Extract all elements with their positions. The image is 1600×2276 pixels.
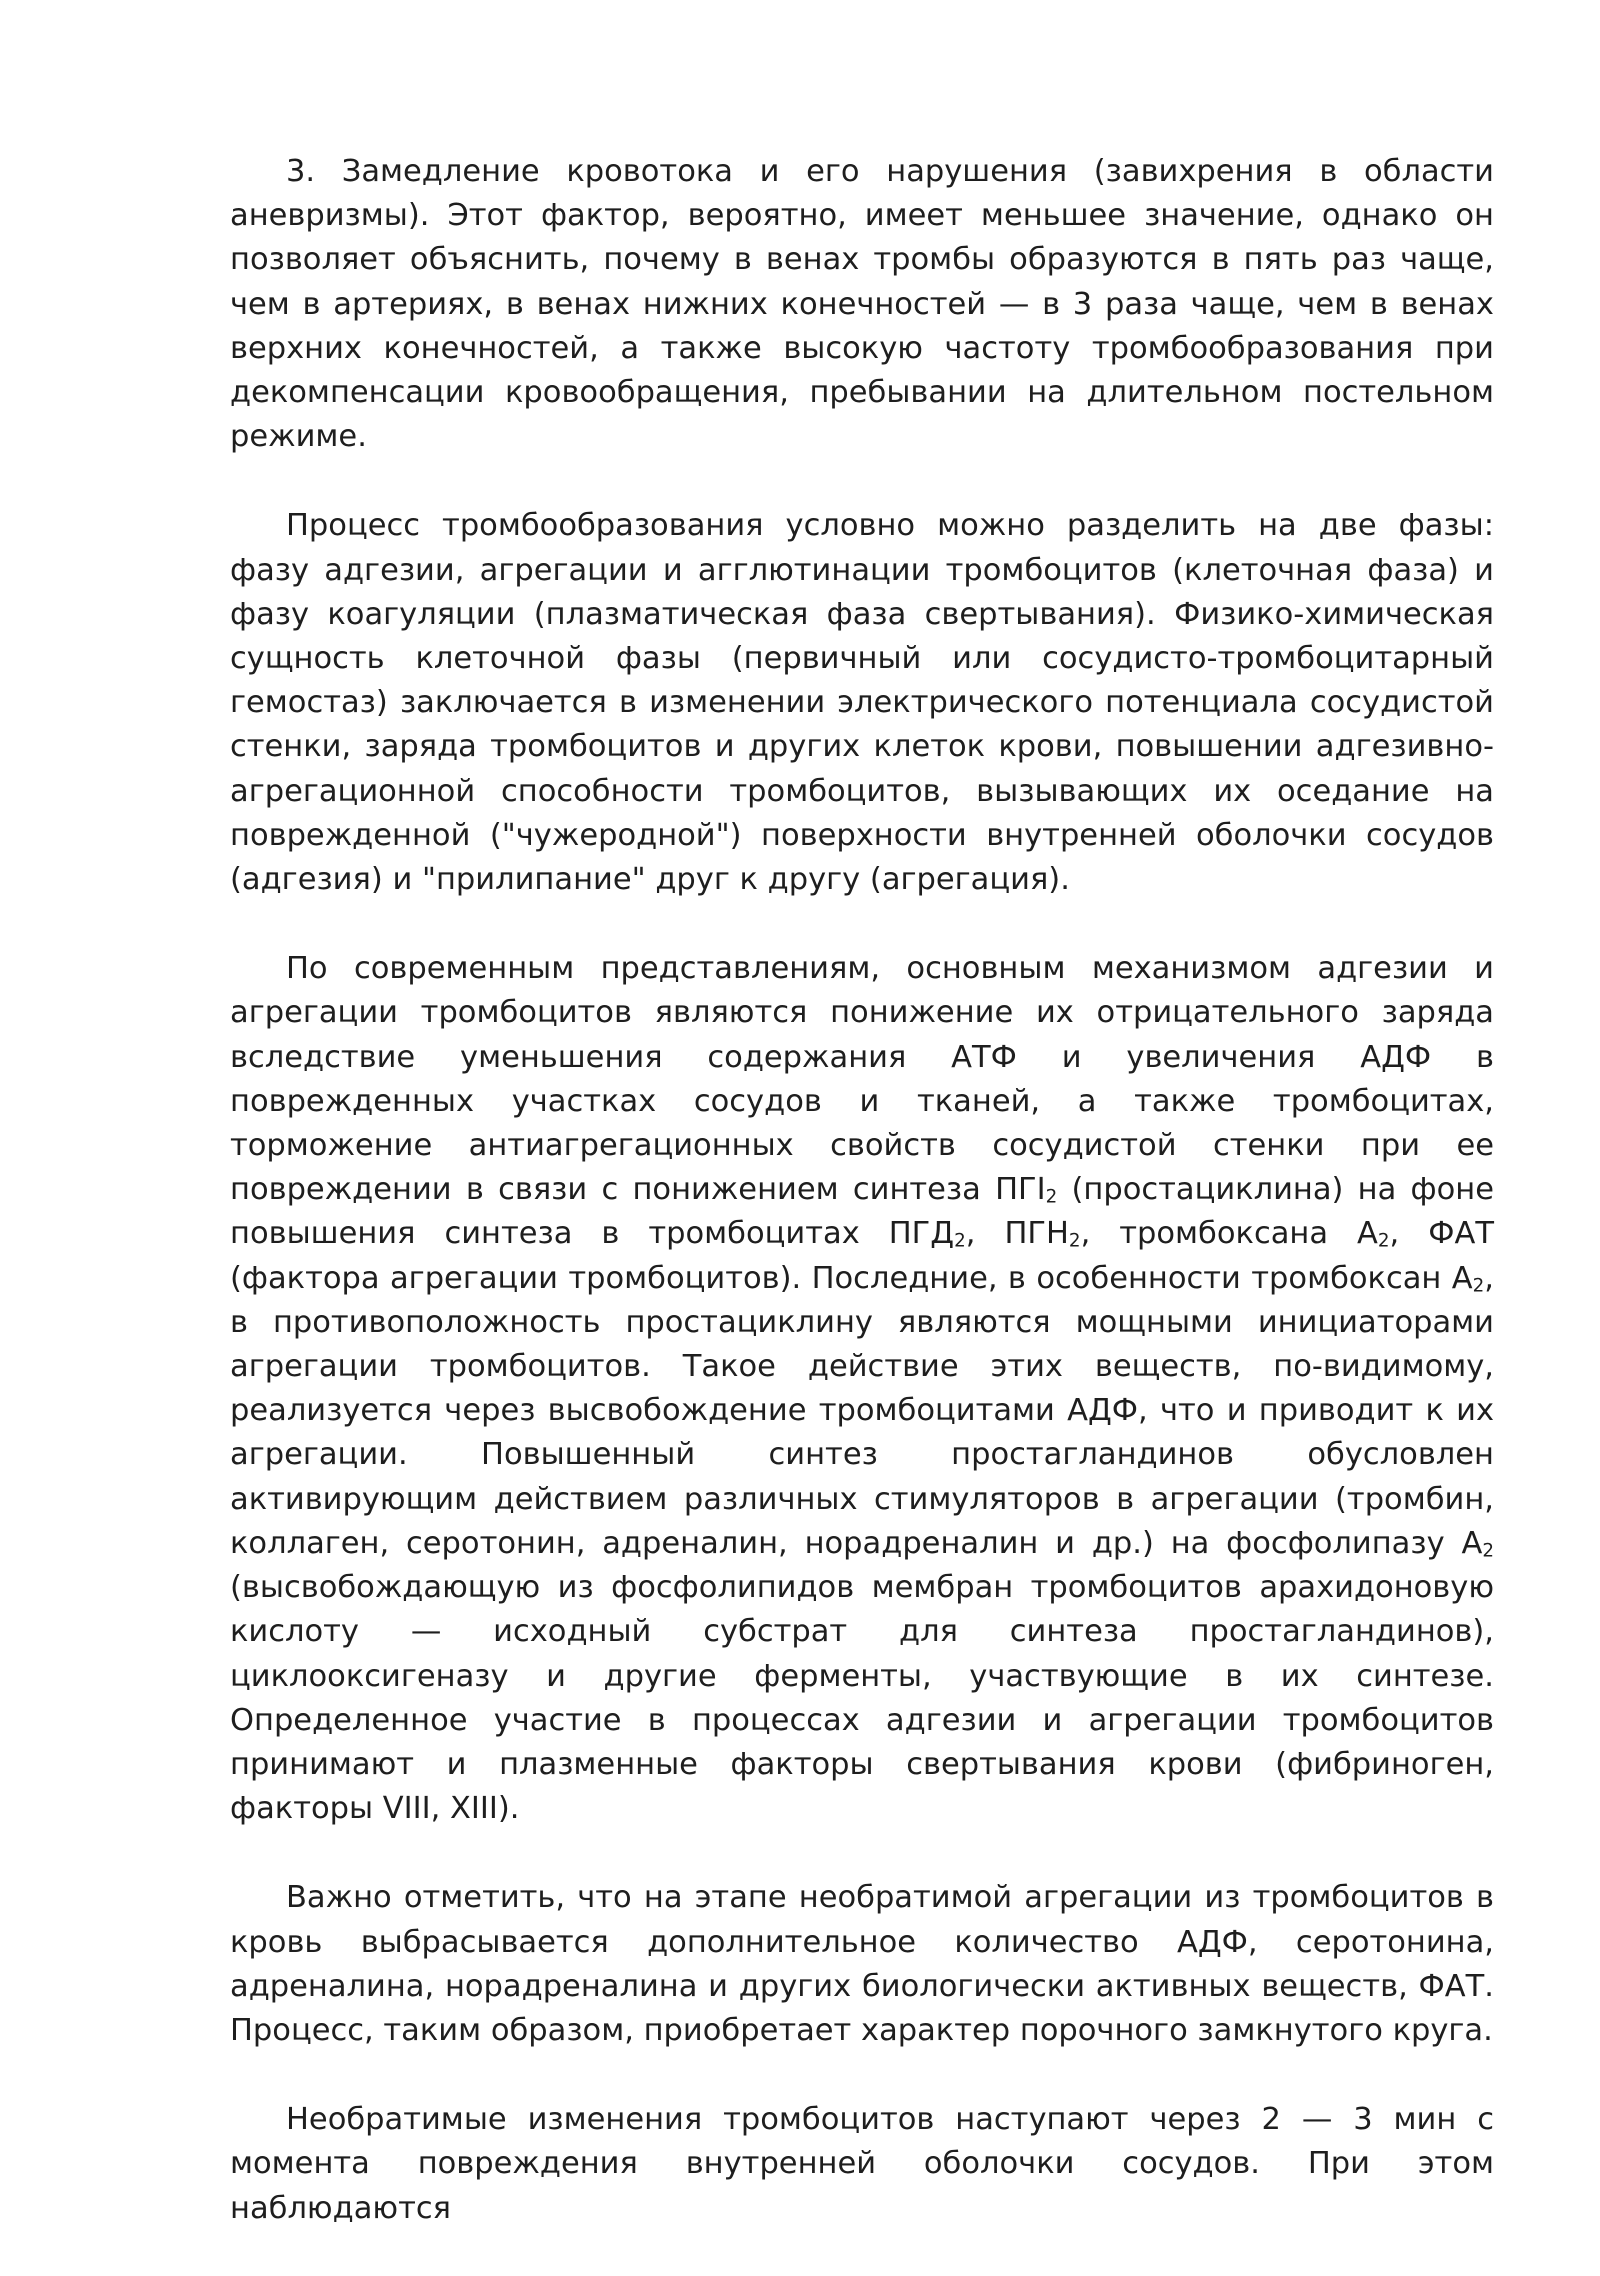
subscript: 2	[1045, 1186, 1058, 1208]
text-segment: Важно отметить, что на этапе необратимой агрегации из тромбоцитов в кровь выбрасывается дополнительное количество АДФ, серотонина, адреналина, норадреналина и других биологически активных веществ, ФАТ. Процесс, таким образом, приобретает характер порочного замкнутого круга.	[230, 1880, 1494, 2048]
paragraph-irreversible-aggregation	[230, 1876, 1494, 2053]
subscript: 2	[1482, 1540, 1494, 1562]
text-segment: 3. Замедление кровотока и его нарушения (завихрения в области аневризмы). Этот фактор, вероятно, имеет меньшее значение, однако он позволяет объяснить, почему в венах тромбы образуются в пять раз чаще, чем в артериях, в венах нижних конечностей — в 3 раза чаще, чем в венах верхних конечностей, а также высокую частоту тромбообразования при декомпенсации кровообращения, пребывании на длительном постельном режиме.	[230, 154, 1494, 455]
subscript: 2	[1068, 1231, 1081, 1253]
subscript: 2	[1377, 1231, 1390, 1253]
text-segment: По современным представлениям, основным механизмом адгезии и агрегации тромбоцитов являются понижение их отрицательного заряда вследствие уменьшения содержания АТФ и увеличения АДФ в поврежденных участках сосудов и тканей, а также тромбоцитах, торможение антиагрегационных свойств сосудистой стенки при ее повреждении в связи с понижением синтеза ПГI	[230, 951, 1494, 1208]
subscript: 2	[1472, 1275, 1485, 1297]
text-segment: Процесс тромбообразования условно можно разделить на две фазы: фазу адгезии, агрегации и агглютинации тромбоцитов (клеточная фаза) и фазу коагуляции (плазматическая фаза свертывания). Физико-химическая сущность клеточной фазы (первичный или сосудисто-тромбоцитарный гемостаз) заключается в изменении электрического потенциала сосудистой стенки, заряда тромбоцитов и других клеток крови, повышении адгезивно-агрегационной способности тромбоцитов, вызывающих их оседание на поврежденной ("чужеродной") поверхности внутренней оболочки сосудов (адгезия) и "прилипание" друг к другу (агрегация).	[230, 508, 1494, 898]
text-segment: (высвобождающую из фосфолипидов мембран тромбоцитов арахидоновую кислоту — исходный субстрат для синтеза простагландинов), циклооксигеназу и другие ферменты, участвующие в их синтезе. Определенное участие в процессах адгезии и агрегации тромбоцитов принимают и плазменные факторы свертывания крови (фибриноген, факторы VIII, XIII).	[230, 1570, 1494, 1827]
paragraph-adhesion-aggregation-mechanism	[230, 947, 1494, 1831]
text-segment: , ПГН	[965, 1216, 1069, 1252]
text-segment: , ФАТ (фактора агрегации тромбоцитов). Последние, в особенности тромбоксан А	[230, 1216, 1494, 1296]
paragraph-thrombus-formation-phases	[230, 504, 1494, 902]
paragraph-venous-stasis	[230, 150, 1494, 459]
text-segment: , в противоположность простациклину являются мощными инициаторами агрегации тромбоцитов. Такое действие этих веществ, по-видимому, реализуется через высвобождение тромбоцитами АДФ, что и приводит к их агрегации. Повышенный синтез простагландинов обусловлен активирующим действием различных стимуляторов в агрегации (тромбин, коллаген, серотонин, адреналин, норадреналин и др.) на фосфолипазу А	[230, 1260, 1494, 1561]
paragraph-irreversible-changes	[230, 2098, 1494, 2231]
subscript: 2	[954, 1231, 966, 1253]
text-segment: Необратимые изменения тромбоцитов наступают через 2 — 3 мин с момента повреждения внутренней оболочки сосудов. При этом наблюдаются	[230, 2102, 1494, 2226]
text-segment: (простациклина) на фоне повышения синтеза в тромбоцитах ПГД	[230, 1172, 1494, 1252]
document-page	[230, 150, 1494, 2276]
text-segment: , тромбоксана А	[1080, 1216, 1378, 1252]
